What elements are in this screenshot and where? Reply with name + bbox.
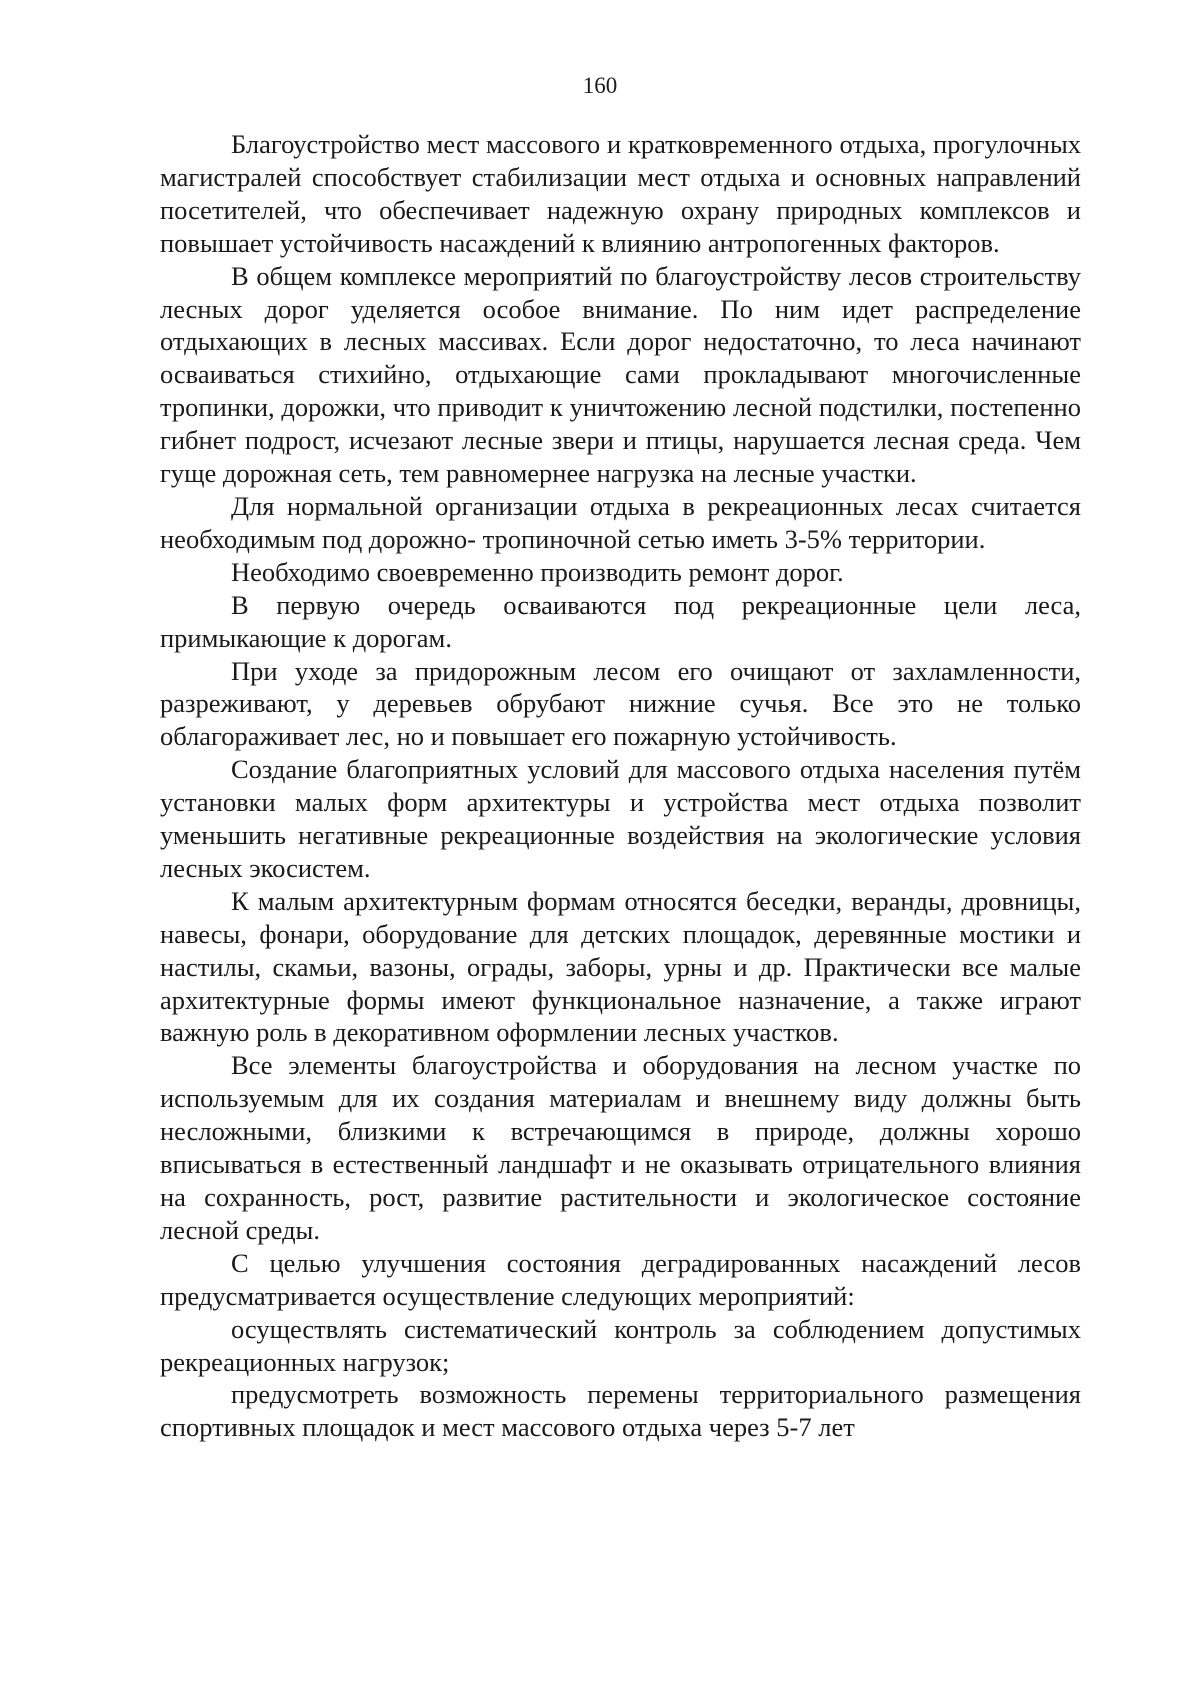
paragraph: В первую очередь осваиваются под рекреационные цели леса, примыкающие к дорогам. [160,589,1081,653]
paragraph: Все элементы благоустройства и оборудования на лесном участке по используемым для их создания материалам и внешнему виду должны быть несложными, близкими к встречающимся в природе, должны хорошо вписываться в естественный ландшафт и не оказывать отрицательного влияния на сохранность, рост, развитие растительности и экологическое состояние лесной среды. [160,1050,1081,1245]
paragraph: Необходимо своевременно производить ремонт дорог. [231,556,844,587]
body-text [160,128,1081,1444]
paragraph: Благоустройство мест массового и кратковременного отдыха, прогулочных магистралей способствует стабилизации мест отдыха и основных направлений посетителей, что обеспечивает надежную охрану природных комплексов и повышает устойчивость насаждений к влиянию антропогенных факторов. [160,129,1081,258]
page-number: 160 [582,73,618,98]
paragraph: К малым архитектурным формам относятся беседки, веранды, дровницы, навесы, фонари, оборудование для детских площадок, деревянные мостики и настилы, скамьи, вазоны, ограды, заборы, урны и др. Практически все малые архитектурные формы имеют функциональное назначение, а также играют важную роль в декоративном оформлении лесных участков. [160,885,1081,1048]
paragraph: Для нормальной организации отдыха в рекреационных лесах считается необходимым под дорожно- тропиночной сетью иметь 3-5% территории. [160,490,1081,554]
paragraph: В общем комплексе мероприятий по благоустройству лесов строительству лесных дорог уделяется особое внимание. По ним идет распределение отдыхающих в лесных массивах. Если дорог недостаточно, то леса начинают осваиваться стихийно, отдыхающие сами прокладывают многочисленные тропинки, дорожки, что приводит к уничтожению лесной подстилки, постепенно гибнет подрост, исчезают лесные звери и птицы, нарушается лесная среда. Чем гуще дорожная сеть, тем равномернее нагрузка на лесные участки. [160,260,1081,489]
list-item: осуществлять систематический контроль за соблюдением допустимых рекреационных нагрузок; [160,1313,1081,1377]
paragraph: Создание благоприятных условий для массового отдыха населения путём установки малых форм архитектуры и устройства мест отдыха позволит уменьшить негативные рекреационные воздействия на экологические условия лесных экосистем. [160,754,1081,883]
paragraph: С целью улучшения состояния деградированных насаждений лесов предусматривается осуществление следующих мероприятий: [160,1247,1081,1311]
paragraph: При уходе за придорожным лесом его очищают от захламленности, разреживают, у деревьев обрубают нижние сучья. Все это не только облагораживает лес, но и повышает его пожарную устойчивость. [160,655,1081,752]
list-item: предусмотреть возможность перемены территориального размещения спортивных площадок и мест массового отдыха через 5-7 лет [160,1379,1081,1443]
